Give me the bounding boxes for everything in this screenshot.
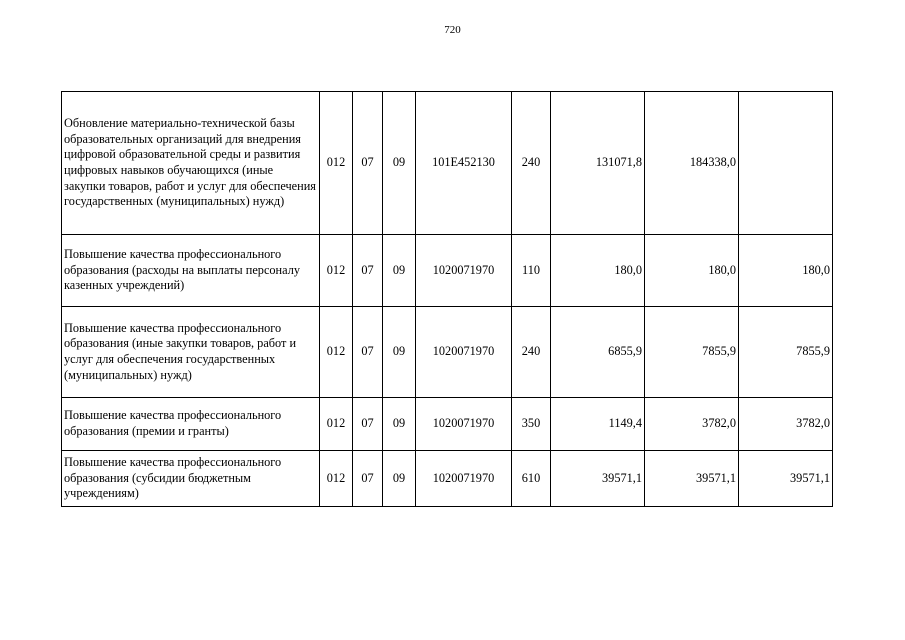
amount-year3-cell: 7855,9 [739,307,833,398]
amount-year1-cell: 39571,1 [551,451,645,507]
section-code-cell: 07 [353,307,383,398]
expense-type-cell: 110 [512,235,551,307]
amount-year1-cell: 6855,9 [551,307,645,398]
row-name-cell: Повышение качества профессионального образования (субсидии бюджетным учреждениям) [62,451,320,507]
section-code-cell: 07 [353,235,383,307]
subsection-code-cell: 09 [383,451,416,507]
table-row [62,307,833,398]
target-article-cell: 101E452130 [416,92,512,235]
amount-year3-cell: 39571,1 [739,451,833,507]
page-number: 720 [444,24,461,36]
subsection-code-cell: 09 [383,307,416,398]
expense-type-cell: 610 [512,451,551,507]
subsection-code-cell: 09 [383,398,416,451]
subsection-code-cell: 09 [383,235,416,307]
amount-year3-cell: 3782,0 [739,398,833,451]
section-code-cell: 07 [353,398,383,451]
table-row [62,451,833,507]
table-row [62,235,833,307]
amount-year2-cell: 39571,1 [645,451,739,507]
ministry-code-cell: 012 [320,235,353,307]
ministry-code-cell: 012 [320,451,353,507]
section-code-cell: 07 [353,92,383,235]
expense-type-cell: 240 [512,92,551,235]
amount-year1-cell: 1149,4 [551,398,645,451]
target-article-cell: 1020071970 [416,451,512,507]
amount-year1-cell: 131071,8 [551,92,645,235]
target-article-cell: 1020071970 [416,307,512,398]
amount-year3-cell [739,92,833,235]
ministry-code-cell: 012 [320,307,353,398]
table-body [62,92,833,507]
budget-table [61,91,833,507]
amount-year2-cell: 7855,9 [645,307,739,398]
target-article-cell: 1020071970 [416,398,512,451]
amount-year2-cell: 180,0 [645,235,739,307]
row-name-cell: Повышение качества профессионального образования (расходы на выплаты персоналу казенных учреждений) [62,235,320,307]
expense-type-cell: 350 [512,398,551,451]
table-row [62,398,833,451]
expense-type-cell: 240 [512,307,551,398]
section-code-cell: 07 [353,451,383,507]
amount-year2-cell: 3782,0 [645,398,739,451]
row-name-cell: Повышение качества профессионального образования (премии и гранты) [62,398,320,451]
row-name-cell: Обновление материально-технической базы образовательных организаций для внедрения цифровой образовательной среды и развития цифровых навыков обучающихся (иные закупки товаров, работ и услуг для обеспечения государственных (муниципальных) нужд) [62,92,320,235]
row-name-cell: Повышение качества профессионального образования (иные закупки товаров, работ и услуг для обеспечения государственных (муниципальных) нужд) [62,307,320,398]
table-row [62,92,833,235]
subsection-code-cell: 09 [383,92,416,235]
amount-year3-cell: 180,0 [739,235,833,307]
amount-year2-cell: 184338,0 [645,92,739,235]
ministry-code-cell: 012 [320,92,353,235]
target-article-cell: 1020071970 [416,235,512,307]
amount-year1-cell: 180,0 [551,235,645,307]
ministry-code-cell: 012 [320,398,353,451]
